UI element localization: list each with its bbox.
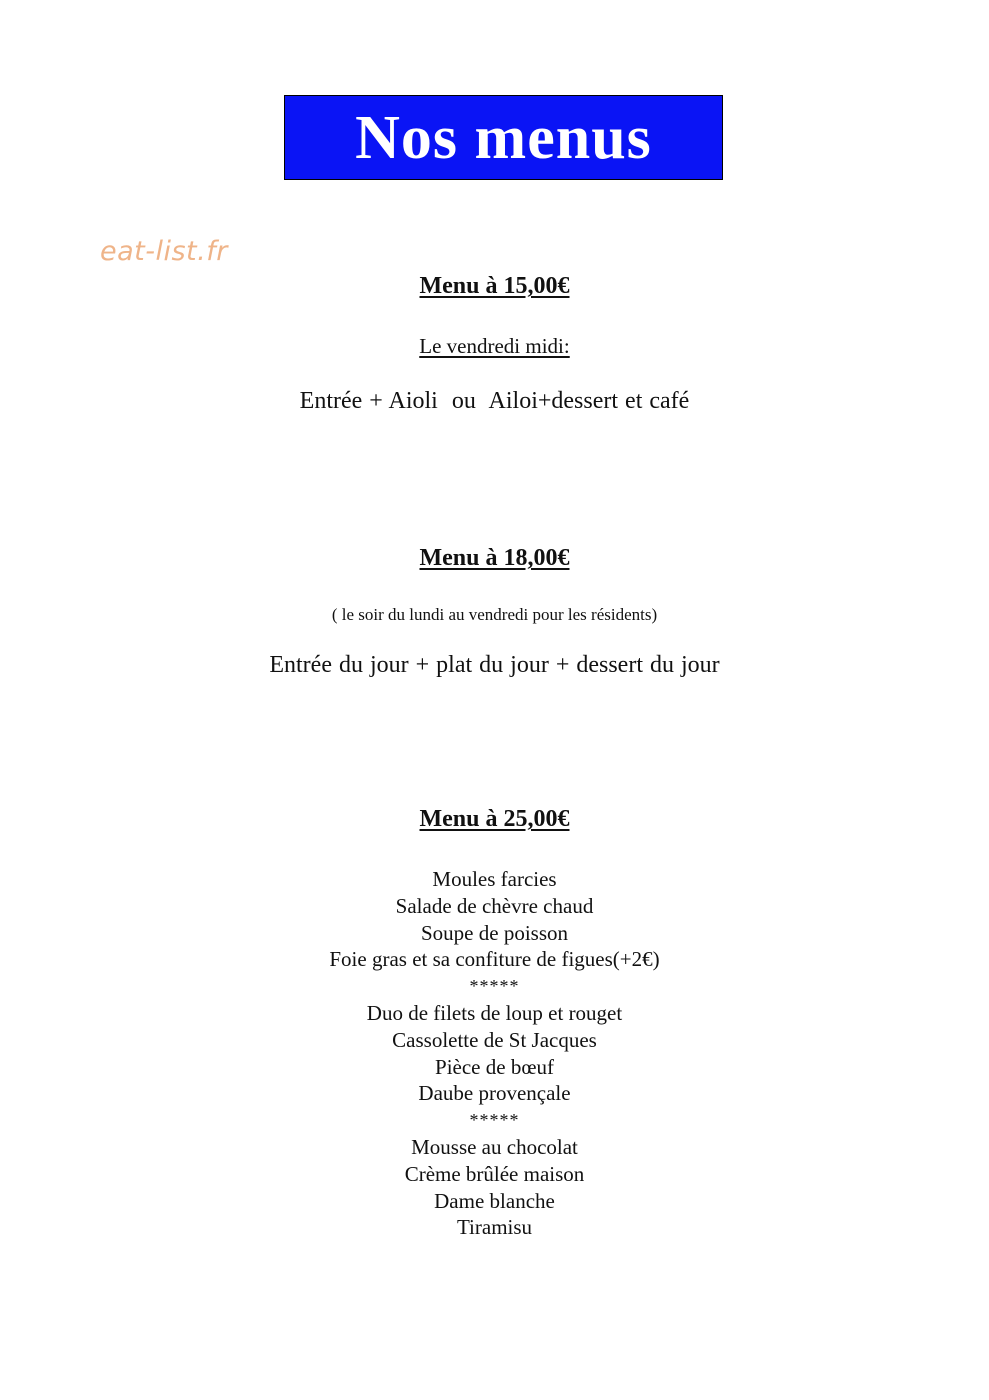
menu-item: Dame blanche: [434, 1188, 555, 1213]
menu-2-description: Entrée du jour + plat du jour + dessert du jour: [269, 652, 720, 678]
menu-item: Soupe de poisson: [421, 920, 568, 945]
menu-item: Mousse au chocolat: [411, 1134, 578, 1159]
course-separator: *****: [469, 1110, 520, 1131]
menu-2-note: ( le soir du lundi au vendredi pour les résidents): [331, 605, 658, 624]
menu-3-items: [0, 866, 989, 1241]
menu-1-section: [0, 273, 989, 300]
menu-item: Tiramisu: [456, 1215, 533, 1240]
menu-item: Pièce de bœuf: [435, 1054, 554, 1079]
menu-item: Foie gras et sa confiture de figues(+2€): [329, 947, 660, 972]
menu-3-heading: Menu à 25,00€: [419, 806, 570, 832]
menu-item: Salade de chèvre chaud: [395, 893, 594, 918]
menu-item: Daube provençale: [418, 1081, 571, 1106]
menu-item: Crème brûlée maison: [404, 1161, 585, 1186]
menu-1-heading: Menu à 15,00€: [419, 273, 570, 299]
menu-item: Duo de filets de loup et rouget: [366, 1000, 623, 1025]
menu-item: Moules farcies: [432, 867, 557, 891]
watermark: eat-list.fr: [100, 236, 228, 267]
menu-3-section: [0, 806, 989, 833]
page-title-banner: [284, 95, 723, 180]
menu-2-heading: Menu à 18,00€: [419, 545, 570, 571]
menu-1-description: Entrée + Aioli ou Ailoi+dessert et café: [299, 388, 690, 414]
menu-2-section: [0, 545, 989, 572]
menu-1-subtitle: Le vendredi midi:: [419, 334, 570, 358]
menu-1-subtitle-row: [0, 334, 989, 359]
course-separator: *****: [469, 976, 520, 997]
menu-item: Cassolette de St Jacques: [392, 1027, 597, 1052]
page-title: Nos menus: [355, 103, 652, 172]
